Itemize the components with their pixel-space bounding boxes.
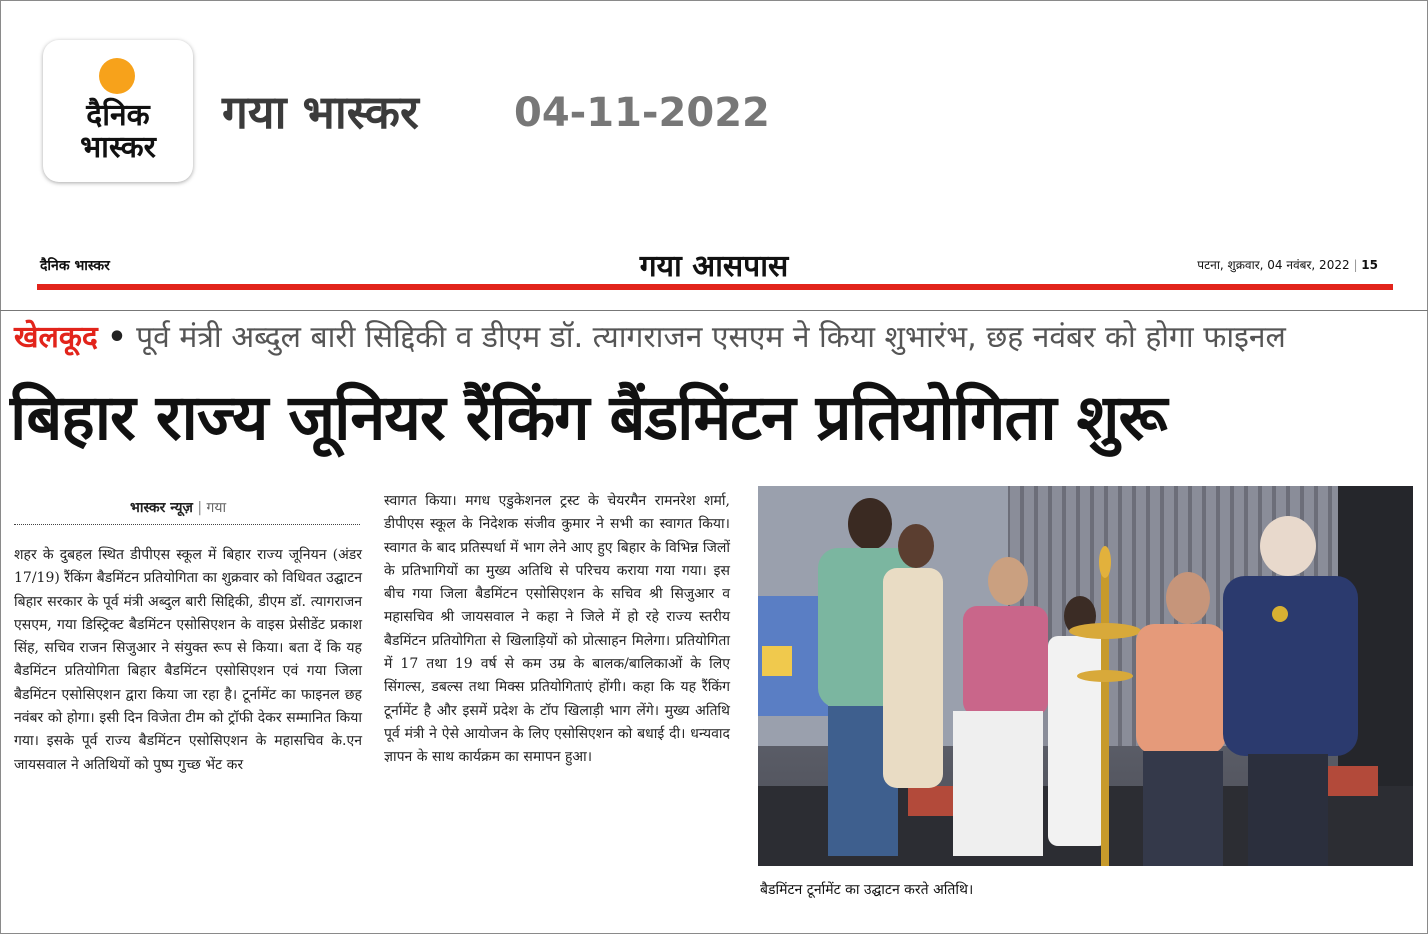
- byline: भास्कर न्यूज़ | गया: [130, 500, 227, 516]
- byline-source: भास्कर न्यूज़: [130, 500, 193, 516]
- photo-caption: बैडमिंटन टूर्नामेंट का उद्घाटन करते अतिथि।: [760, 882, 974, 898]
- kicker-bullet: •: [107, 320, 127, 355]
- logo-line-1: दैनिक: [86, 98, 150, 133]
- article-column-1: शहर के दुबहल स्थित डीपीएस स्कूल में बिहार राज्य जूनियन (अंडर 17/19) रैंकिंग बैडमिंटन प्रतियोगिता का शुक्रवार को विधिवत उद्घाटन बिहार सरकार के पूर्व मंत्री अब्दुल बारी सिद्दिकी, डीएम डॉ. त्यागराजन एसएम, गया डिस्ट्रिक्ट बैडमिंटन एसोसिएशन के वाइस प्रेसीडेंट प्रकाश सिंह, सचिव राजन सिजुआर ने संयुक्त रूप से किया। बता दें कि यह बैडमिंटन प्रतियोगिता बिहार बैडमिंटन एसोसिएशन एवं गया जिला बैडमिंटन एसोसिएशन द्वारा किया जा रहा है। टूर्नामेंट का फाइनल छह नवंबर को होगा। इसी दिन विजेता टीम को ट्रॉफी देकर सम्मानित किया गया। इसके पूर्व राज्य बैडमिंटन एसोसिएशन के महासचिव के.एन जायसवाल ने अतिथियों को पुष्प गुच्छ भेंट कर: [14, 547, 362, 773]
- clipping-date: 04-11-2022: [514, 90, 770, 136]
- sun-icon: [99, 58, 135, 94]
- event-photo: [758, 486, 1413, 866]
- masthead-red-rule: [37, 284, 1393, 290]
- clipping-header: [0, 0, 1428, 238]
- kicker-text: पूर्व मंत्री अब्दुल बारी सिद्दिकी व डीएम डॉ. त्यागराजन एसएम ने किया शुभारंभ, छह नवंबर को होगा फाइनल: [136, 320, 1286, 355]
- byline-city: गया: [206, 500, 227, 516]
- byline-divider: [14, 524, 360, 525]
- kicker-label: खेलकूद: [14, 320, 98, 355]
- dainik-bhaskar-logo: [43, 40, 193, 182]
- article-kicker: [14, 318, 1286, 358]
- paper-brand: दैनिक भास्कर: [40, 258, 110, 274]
- logo-line-2: भास्कर: [80, 130, 156, 165]
- article-column-2: स्वागत किया। मगध एडुकेशनल ट्रस्ट के चेयरमैन रामनरेश शर्मा, डीपीएस स्कूल के निदेशक संजीव कुमार ने सभी का स्वागत किया। स्वागत के बाद प्रतिस्पर्धा में भाग लेने आए हुए बिहार के विभिन्न जिलों के प्रतिभागियों का मुख्य अतिथि से परिचय कराया गया गया। इस बीच गया जिला बैडमिंटन एसोसिएशन के सचिव श्री सिजुआर व महासचिव श्री जायसवाल ने कहा ने जिले में हो रहे राज्य स्तरीय बैडमिंटन प्रतियोगिता से खिलाड़ियों को प्रोत्साहन मिलेगा। प्रतियोगिता में 17 तथा 19 वर्ष से कम उम्र के बालक/बालिकाओं के लिए सिंगल्स, डबल्स तथा मिक्स प्रतियोगिताएं होंगी। कहा कि यह रैंकिंग टूर्नामेंट है और इसमें प्रदेश के टॉप खिलाड़ी भाग लेंगे। मुख्य अतिथि पूर्व मंत्री ने ऐसे आयोजन के लिए एसोसिएशन को बधाई दी। धन्यवाद ज्ञापन के साथ कार्यक्रम का समापन हुआ।: [384, 493, 730, 766]
- divider-line: [0, 310, 1428, 311]
- article-headline: बिहार राज्य जूनियर रैंकिंग बैंडमिंटन प्रतियोगिता शुरू: [10, 381, 1167, 454]
- newspaper-masthead: [0, 238, 1428, 310]
- page-number: 15: [1361, 258, 1378, 272]
- edition-title: गया भास्कर: [222, 85, 419, 139]
- paper-dateline: पटना, शुक्रवार, 04 नवंबर, 2022 | 15: [1197, 258, 1378, 272]
- page-name: गया आसपास: [639, 249, 789, 284]
- dateline-text: पटना, शुक्रवार, 04 नवंबर, 2022: [1197, 258, 1350, 272]
